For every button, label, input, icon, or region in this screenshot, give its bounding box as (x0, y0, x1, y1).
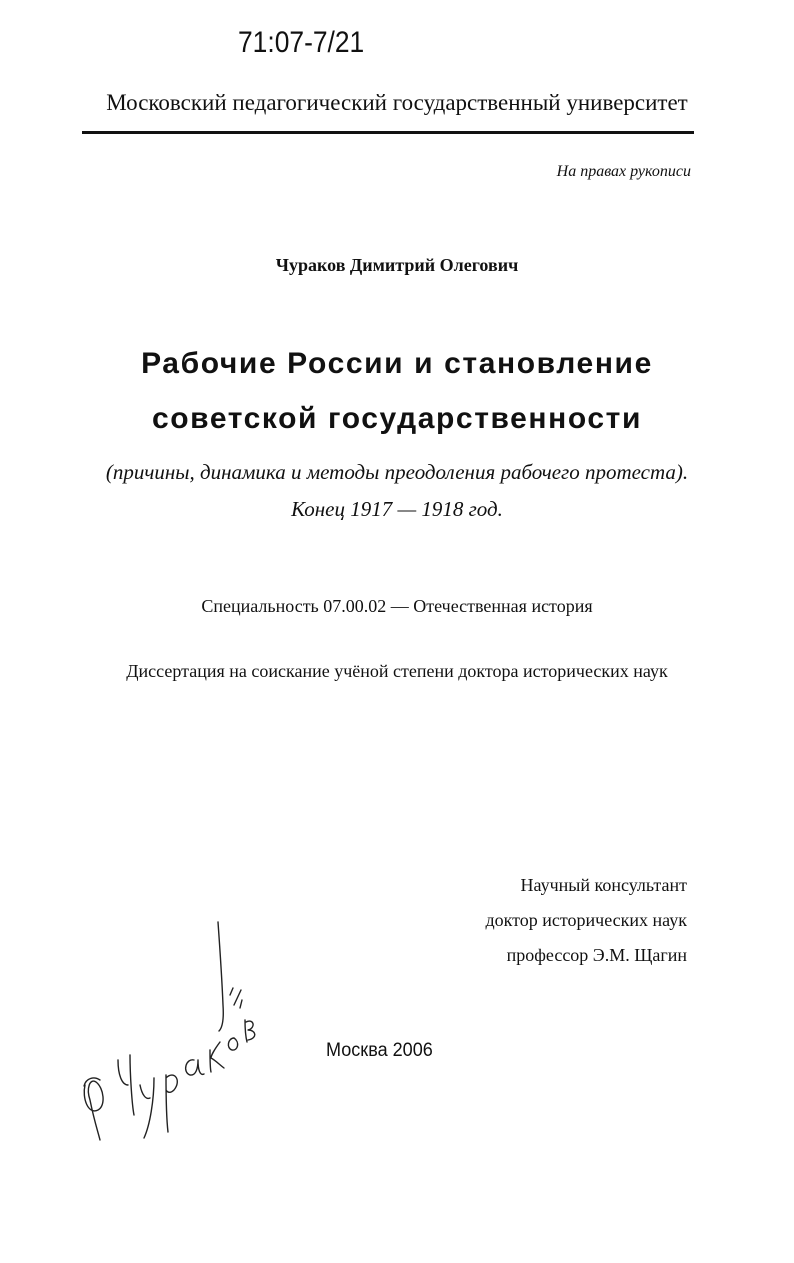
handwritten-signature (70, 910, 270, 1150)
city-year: Москва 2006 (326, 1040, 433, 1061)
signature-stroke (140, 1078, 154, 1138)
header-divider (82, 131, 694, 134)
signature-stroke (84, 1081, 103, 1140)
advisor-degree: доктор исторических наук (485, 910, 687, 930)
signature-stroke (245, 1020, 255, 1042)
title-line-1: Рабочие России и становление (141, 347, 653, 380)
rights-notice: На правах рукописи (556, 163, 691, 180)
advisor-role: Научный консультант (520, 875, 687, 895)
subtitle-line-2: Конец 1917 — 1918 год. (291, 497, 503, 521)
university-name: Московский педагогический государственный университет (106, 90, 688, 115)
author-name: Чураков Димитрий Олегович (275, 255, 519, 275)
specialty-line: Специальность 07.00.02 — Отечественная история (201, 596, 593, 616)
signature-stroke (186, 1060, 204, 1075)
title-line-2: советской государственности (151, 402, 643, 435)
subtitle-line-1: (причины, динамика и методы преодоления рабочего протеста). (105, 460, 689, 484)
signature-stroke (166, 1075, 177, 1132)
advisor-name: профессор Э.М. Щагин (506, 945, 687, 965)
catalog-number: 71:07-7/21 (238, 26, 365, 59)
signature-stroke (228, 1038, 237, 1050)
signature-stroke (118, 1055, 134, 1115)
signature-stroke (218, 922, 223, 1031)
signature-stroke (210, 1042, 224, 1072)
signature-stroke (230, 988, 242, 1008)
dissertation-line: Диссертация на соискание учёной степени доктора исторических наук (126, 661, 668, 681)
